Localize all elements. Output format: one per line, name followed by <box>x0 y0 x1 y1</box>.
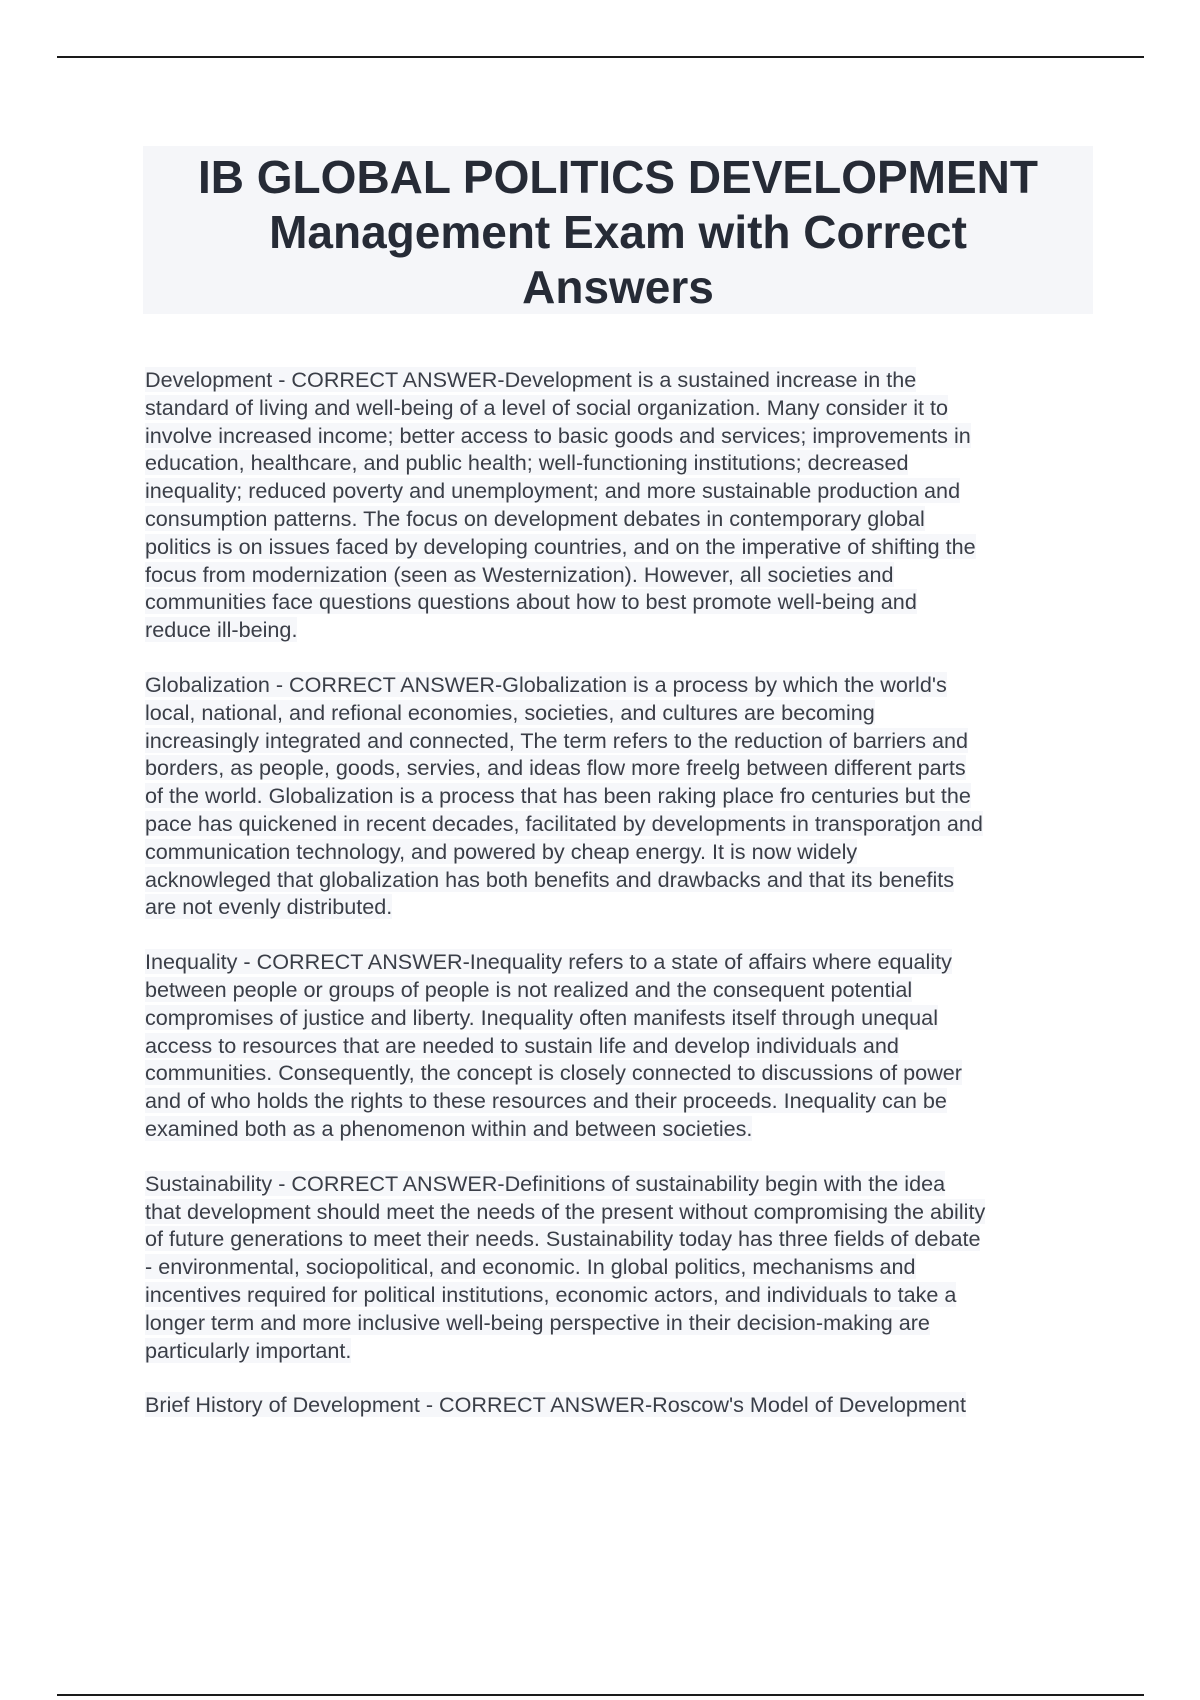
entry-sustainability: Sustainability - CORRECT ANSWER-Definitions of sustainability begin with the idea that development should meet the needs of the present without compromising the ability of future generations to meet their needs. Sustainability today has three fields of debate - environmental, sociopolitical, and economic. In global politics, mechanisms and incentives required for political institutions, economic actors, and individuals to take a longer term and more inclusive well-being perspective in their decision-making are particularly important. <box>145 1170 986 1363</box>
title-heading <box>143 150 1093 315</box>
entry-brief-history: Brief History of Development - CORRECT ANSWER-Roscow's Model of Development <box>145 1392 966 1418</box>
entry-inequality: Inequality - CORRECT ANSWER-Inequality refers to a state of affairs where equality between people or groups of people is not realized and the consequent potential compromises of justice and liberty. Inequality often manifests itself through unequal access to resources that are needed to sustain life and develop individuals and communities. Consequently, the concept is closely connected to discussions of power and of who holds the rights to these resources and their proceeds. Inequality can be examined both as a phenomenon within and between societies. <box>145 949 962 1141</box>
title-line: Management Exam with Correct <box>269 206 967 258</box>
entry-globalization: Globalization - CORRECT ANSWER-Globalization is a process by which the world's local, national, and refional economies, societies, and cultures are becoming increasingly integrated and connected, The term refers to the reduction of barriers and borders, as people, goods, servies, and ideas flow more freelg between different parts of the world. Globalization is a process that has been raking place fro centuries but the pace has quickened in recent decades, facilitated by developments in transporatjon and communication technology, and powered by cheap energy. It is now widely acknowleged that globalization has both benefits and drawbacks and that its benefits are not evenly distributed. <box>145 671 983 920</box>
title-line: IB GLOBAL POLITICS DEVELOPMENT <box>198 151 1038 203</box>
top-rule <box>57 56 1144 58</box>
bottom-rule <box>57 1694 1144 1696</box>
document-body <box>145 366 1095 1446</box>
title-line: Answers <box>522 261 714 313</box>
document-title <box>143 146 1093 314</box>
entry-development: Development - CORRECT ANSWER-Development is a sustained increase in the standard of living and well-being of a level of social organization. Many consider it to involve increased income; better access to basic goods and services; improvements in education, healthcare, and public health; well-functioning institutions; decreased inequality; reduced poverty and unemployment; and more sustainable production and consumption patterns. The focus on development debates in contemporary global politics is on issues faced by developing countries, and on the imperative of shifting the focus from modernization (seen as Westernization). However, all societies and communities face questions questions about how to best promote well-being and reduce ill-being. <box>145 367 976 643</box>
